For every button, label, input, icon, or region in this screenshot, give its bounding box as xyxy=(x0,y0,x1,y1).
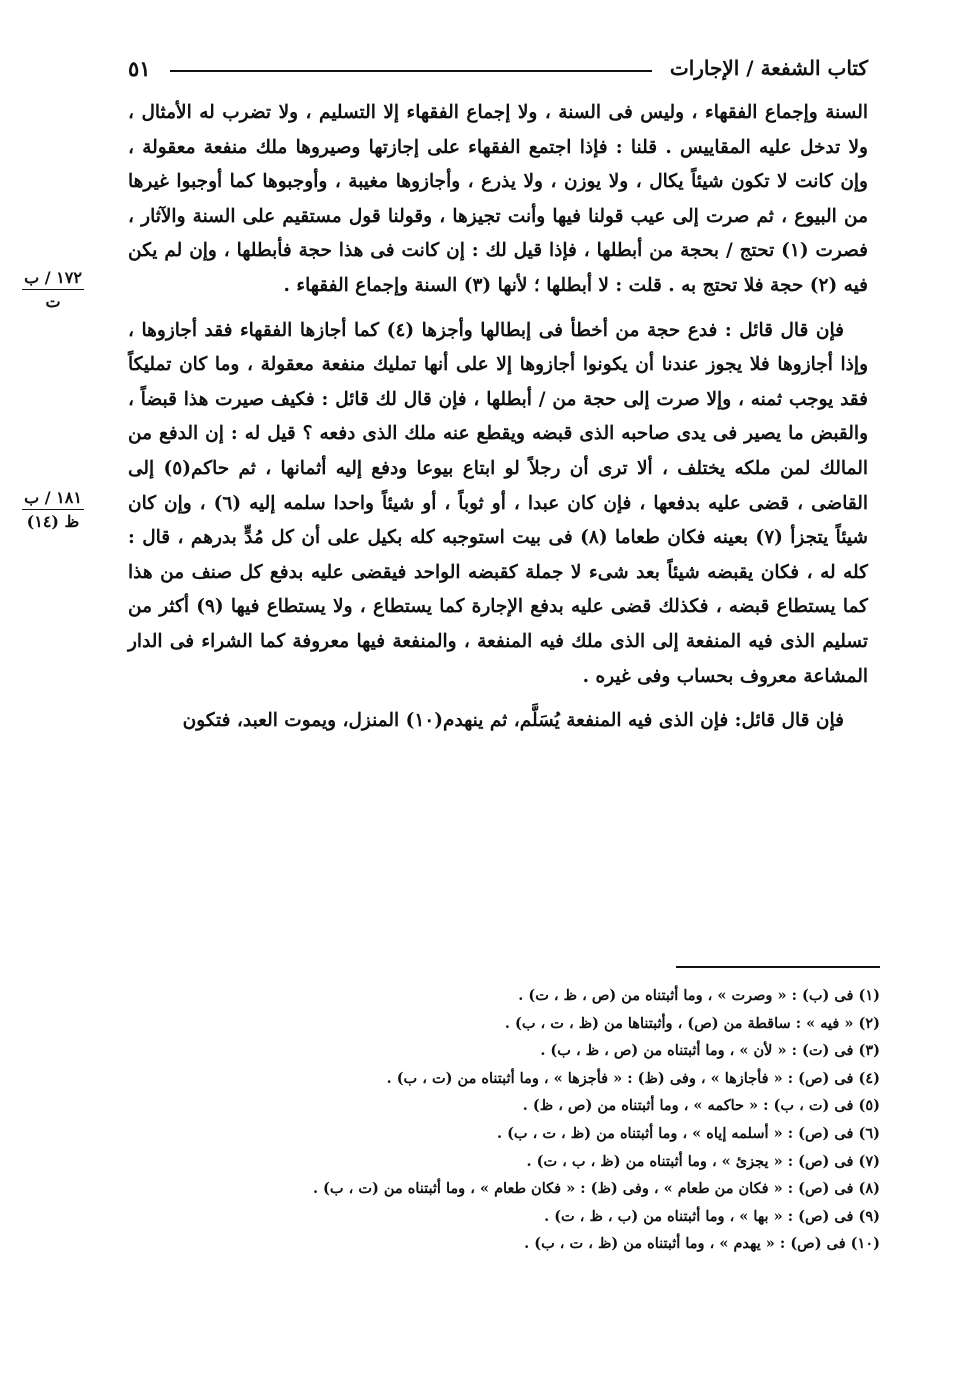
main-text xyxy=(128,96,868,739)
header-rule xyxy=(170,70,652,72)
paragraph: فإن قال قائل: فإن الذى فيه المنفعة يُسَلَّم، ثم ينهدم(١٠) المنزل، ويموت العبد، فتكون xyxy=(182,710,844,732)
footnote: (٥) فى (ت ، ب) : « حاكمه » ، وما أثبتناه من (ص ، ظ) . xyxy=(522,1097,880,1115)
footnote: (٣) فى (ت) : « لأن » ، وما أثبتناه من (ص ، ظ ، ب) . xyxy=(540,1042,880,1060)
footnote: (٧) فى (ص) : « يجزئ » ، وما أثبتناه من (ظ ، ب ، ت) . xyxy=(526,1152,880,1170)
margin-note-folio: ١٨١ / ب xyxy=(22,488,84,510)
footnote: (٨) فى (ص) : « فكان من طعام » ، وفى (ظ) : « فكان طعام » ، وما أثبتناه من (ت ، ب) . xyxy=(312,1180,880,1198)
footnote: (٤) فى (ص) : « فأجازها » ، وفى (ظ) : « فأجزها » ، وما أثبتناه من (ت ، ب) . xyxy=(386,1069,880,1087)
footnote: (١٠) فى (ص) : « يهدم » ، وما أثبتناه من (ظ ، ت ، ب) . xyxy=(524,1235,880,1253)
page-header xyxy=(128,52,868,92)
footnote: (٦) فى (ص) : « أسلمه إياه » ، وما أثبتناه من (ظ ، ت ، ب) . xyxy=(496,1124,880,1142)
margin-note-siglum: ظ (١٤) xyxy=(26,512,80,531)
margin-note-folio: ١٧٢ / ب xyxy=(22,268,84,290)
page-number: ٥١ xyxy=(128,56,151,81)
footnotes xyxy=(200,982,880,1258)
footnote-separator xyxy=(676,966,880,968)
margin-note-manuscript-ref xyxy=(22,488,84,531)
paragraph: السنة وإجماع الفقهاء ، وليس فى السنة ، ولا إجماع الفقهاء إلا التسليم ، ولا تضرب له الأمثال ، ولا تدخل عليه المقاييس . قلنا : فإذا اجتمع الفقهاء على إجازتها وصيروها ملك منفعة معقولة ، وإن كانت لا تكون شيئاً يكال ، ولا يوزن ، ولا يذرع ، وأجازوها مغيبة ، وأوجبوها كما أوجبوا غيرها من البيوع ، ثم صرت إلى عيب قولنا فيها وأنت تجيزها ، وقولنا قول مستقيم على السنة والآثار ، فصرت (١) تحتج / بحجة من أبطلها ، فإذا قيل لك : إن كانت فى هذا حجة فأبطلها ، وإن لم يكن فيه (٢) حجة فلا تحتج به . قلت : لا أبطلها ؛ لأنها (٣) السنة وإجماع الفقهاء . xyxy=(128,102,868,296)
footnote: (٢) « فيه » : ساقطة من (ص) ، وأثبتناها من (ظ ، ت ، ب) . xyxy=(504,1014,880,1032)
running-title: كتاب الشفعة / الإجارات xyxy=(669,56,868,80)
footnote: (١) فى (ب) : « وصرت » ، وما أثبتناه من (ص ، ظ ، ت) . xyxy=(518,987,880,1004)
paragraph: فإن قال قائل : فدع حجة من أخطأ فى إبطالها وأجزها (٤) كما أجازها الفقهاء فقد أجازوها ، وإذا أجازوها فلا يجوز عندنا أن يكونوا أجازوها إلا على أنها تمليك منفعة معقولة ، وما كان تمليكاً فقد يوجب ثمنه ، وإلا صرت إلى حجة من / أبطلها ، فإن قال لك قائل : فكيف صيرت هذا قبضاً ، والقبض ما يصير فى يدى صاحبه الذى قبضه ويقطع عنه ملك الذى دفعه ؟ قيل له : إن الدفع من المالك لمن ملكه يختلف ، ألا ترى أن رجلاً لو ابتاع بيوعا ودفع إليه أثمانها ، ثم حاكم(٥) إلى القاضى ، قضى عليه بدفعها ، فإن كان عبدا ، أو ثوباً ، أو شيئاً واحدا سلمه إليه (٦) ، وإن كان شيئاً يتجزأ (٧) بعينه فكان طعاما (٨) فى بيت استوجبه كله بكيل على أن كل مُدٍّ بدرهم ، قال : كله له ، فكان يقبضه شيئاً بعد شىء لا جملة كقبضه الواحد فيقضى عليه بدفع كل صنف من هذا كما يستطاع قبضه ، فكذلك قضى عليه بدفع الإجارة كما يستطاع ، ولا يستطاع فيها (٩) أكثر من تسليم الذى فيه المنفعة إلى الذى ملك فيه المنفعة ، والمنفعة فيها معروفة كما الشراء فى الدار المشاعة معروف بحساب وفى غيره . xyxy=(128,319,869,687)
footnote: (٩) فى (ص) : « بها » ، وما أثبتناه من (ب ، ظ ، ت) . xyxy=(544,1207,880,1225)
margin-note-manuscript-ref xyxy=(22,268,84,311)
margin-note-siglum: ت xyxy=(45,292,61,311)
